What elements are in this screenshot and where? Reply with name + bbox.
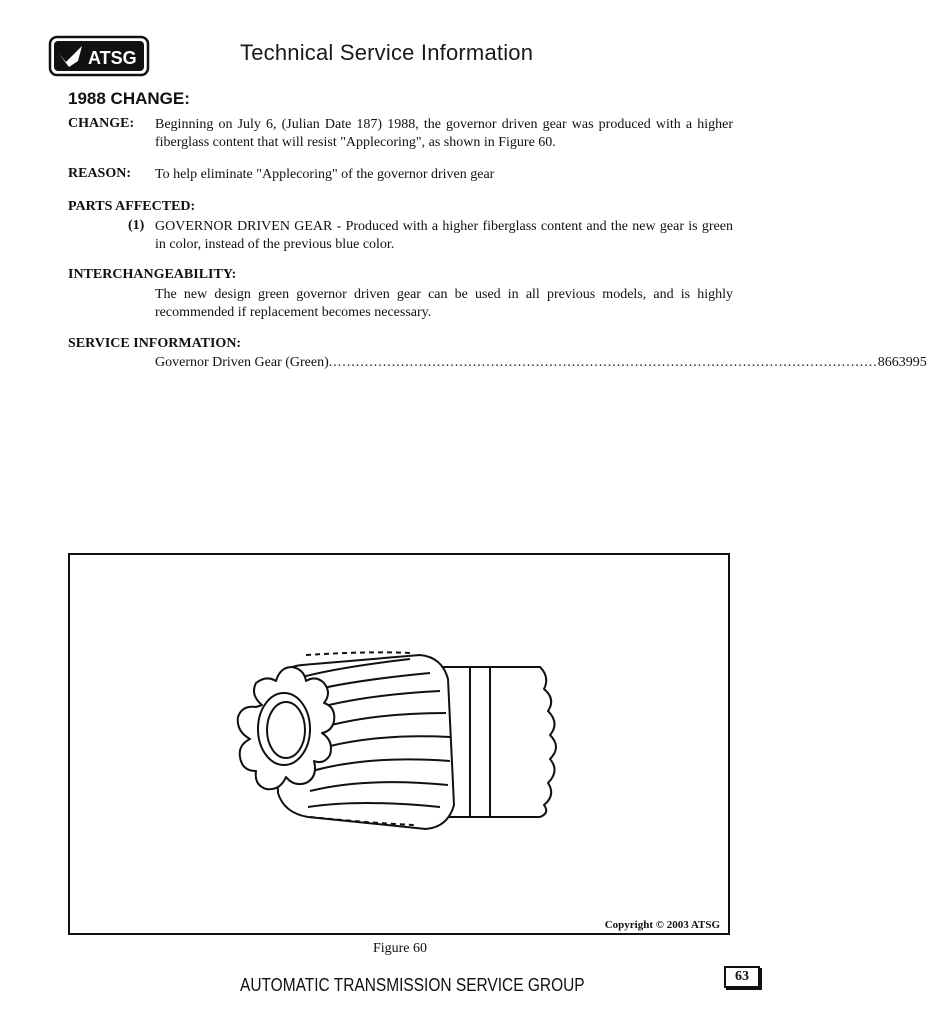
section-heading: 1988 CHANGE: [68,89,190,108]
svg-text:ATSG: ATSG [88,48,137,68]
leader-dots: .......................................................................................................................... [328,355,878,370]
atsg-logo-graphic [49,36,149,76]
service-information-label: SERVICE INFORMATION: [68,336,242,351]
page-title: Technical Service Information [240,40,534,65]
service-part-number: 8663995 [877,355,927,370]
atsg-logo [49,36,149,76]
service-information-line [155,355,927,371]
change-text: Beginning on July 6, (Julian Date 187) 1988, the governor driven gear was produced with a higher fiberglass content that will resist "Applecoring", as shown in Figure 60. [155,117,733,150]
reason-text: To help eliminate "Applecoring" of the governor driven gear [155,167,495,182]
footer-organization: AUTOMATIC TRANSMISSION SERVICE GROUP [240,975,585,995]
change-label: CHANGE: [68,116,135,131]
service-part-name: Governor Driven Gear (Green) [155,355,329,370]
reason-label: REASON: [68,166,132,181]
part-item-text: GOVERNOR DRIVEN GEAR - Produced with a higher fiberglass content and the new gear is green in color, instead of the previous blue color. [155,219,733,252]
parts-affected-label: PARTS AFFECTED: [68,199,196,214]
part-item-number: (1) [128,218,145,233]
interchangeability-text: The new design green governor driven gear can be used in all previous models, and is highly recommended if replacement becomes necessary. [155,287,733,320]
interchangeability-label: INTERCHANGEABILITY: [68,267,237,282]
governor-driven-gear-illustration [70,555,728,933]
copyright-notice: Copyright © 2003 ATSG [604,919,720,931]
page-number: 63 [724,966,760,988]
figure-60-box [68,553,730,935]
figure-caption: Figure 60 [372,941,428,956]
